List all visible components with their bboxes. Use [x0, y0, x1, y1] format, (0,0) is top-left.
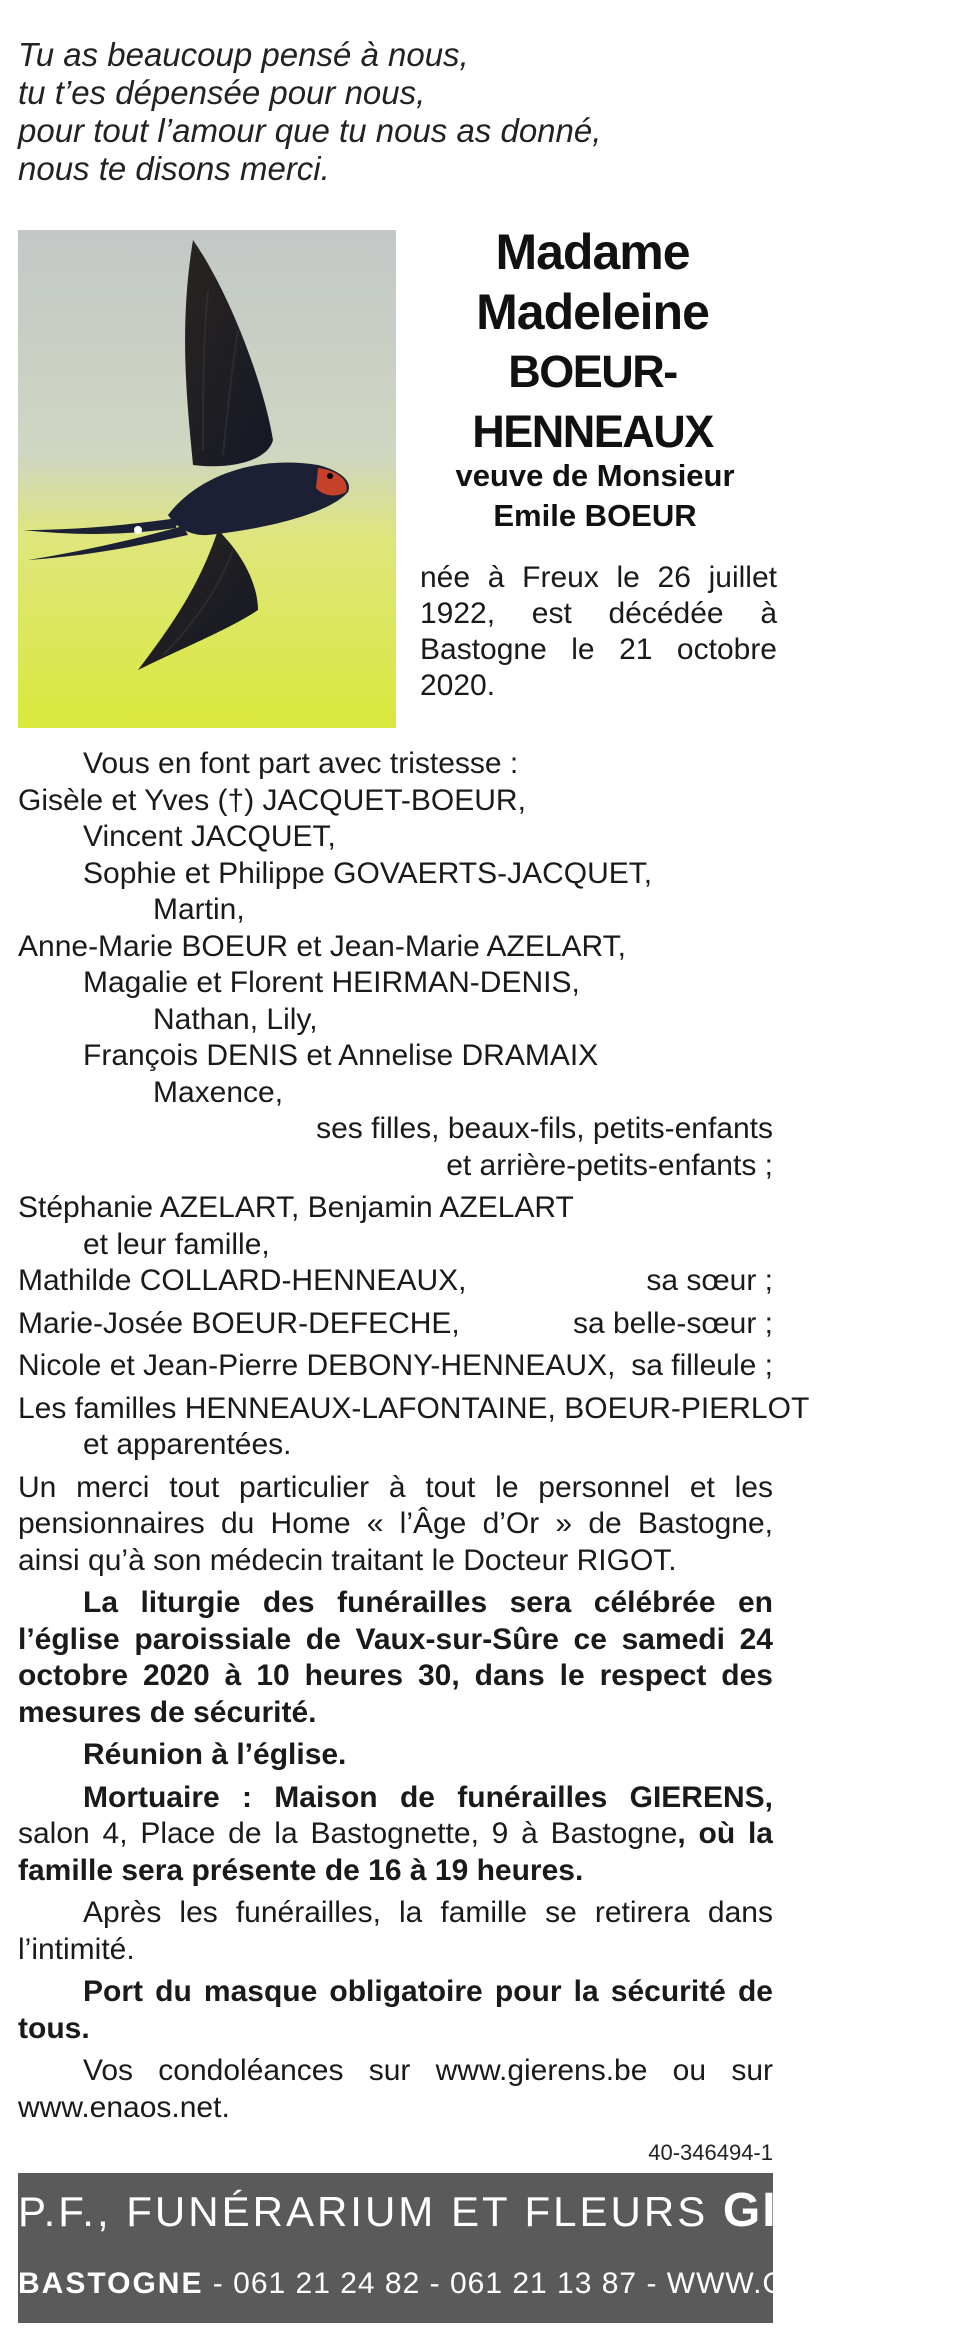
family-line: Gisèle et Yves (†) JACQUET-BOEUR,	[18, 783, 526, 817]
families-line: et apparentées.	[83, 1428, 292, 1461]
mask-paragraph: Port du masque obligatoire pour la sécurité de tous.	[18, 1975, 773, 2045]
family-line: Nathan, Lily,	[153, 1002, 318, 1036]
funeral-home-banner	[18, 2173, 956, 2323]
widow-line: veuve de Monsieur	[455, 458, 735, 493]
name-surname: BOEUR-HENNEAUX	[472, 346, 713, 457]
family-line: Martin,	[153, 893, 245, 926]
children-summary: et arrière-petits-enfants ;	[446, 1148, 773, 1182]
name-title: Madame	[495, 224, 690, 280]
thanks-paragraph: Un merci tout particulier à tout le personnel et les pensionnaires du Home « l’Âge d’Or » de Bastogne, ainsi qu’à son médecin traitant le Docteur RIGOT.	[18, 1470, 773, 1577]
poem	[18, 36, 738, 188]
banner-line-1	[18, 2183, 953, 2238]
family-line: Anne-Marie BOEUR et Jean-Marie AZELART,	[18, 929, 627, 963]
after-paragraph: Après les funérailles, la famille se retirera dans l’intimité.	[18, 1896, 773, 1966]
swallow-image	[18, 230, 396, 728]
relation-label: sa filleule ;	[631, 1349, 773, 1382]
poem-line: pour tout l’amour que tu nous as donné,	[18, 112, 602, 149]
widow-of	[420, 456, 770, 536]
banner-prefix: P.F., FUNÉRARIUM ET FLEURS	[18, 2188, 709, 2235]
family-announcement	[18, 746, 810, 2126]
families-line: Les familles HENNEAUX-LAFONTAINE, BOEUR-PIERLOT	[18, 1391, 810, 1425]
relation-label: sa sœur ;	[646, 1264, 773, 1297]
relation-name: Nicole et Jean-Pierre DEBONY-HENNEAUX,	[18, 1349, 616, 1382]
deceased-name	[410, 222, 775, 462]
mortuary-address: salon 4, Place de la Bastognette, 9 à Bastogne	[18, 1817, 678, 1850]
relation-name: Marie-Josée BOEUR-DEFECHE,	[18, 1306, 460, 1340]
announcement-intro: Vous en font part avec tristesse :	[83, 747, 519, 780]
banner-line-2	[18, 2267, 956, 2301]
widow-line: Emile BOEUR	[493, 498, 697, 533]
banner-brand: GIERENS	[722, 2184, 953, 2237]
relation-name: Mathilde COLLARD-HENNEAUX,	[18, 1264, 467, 1297]
poem-line: tu t’es dépensée pour nous,	[18, 74, 426, 111]
family-line: Magalie et Florent HEIRMAN-DENIS,	[83, 966, 580, 999]
other-family-line: Stéphanie AZELART, Benjamin AZELART	[18, 1191, 574, 1224]
poem-line: Tu as beaucoup pensé à nous,	[18, 36, 469, 73]
relation-row	[18, 1263, 773, 1300]
reference-number: 40-346494-1	[648, 2140, 773, 2165]
swallow-photo	[18, 230, 396, 728]
birth-death-text: née à Freux le 26 juillet 1922, est décédée à Bastogne le 21 octobre 2020.	[420, 561, 777, 702]
poem-line: nous te disons merci.	[18, 150, 330, 187]
liturgy-paragraph: La liturgie des funérailles sera célébrée en l’église paroissiale de Vaux-sur-Sûre ce samedi 24 octobre 2020 à 10 heures 30, dans le respect des mesures de sécurité.	[18, 1586, 773, 1729]
relation-label: sa belle-sœur ;	[572, 1306, 773, 1340]
family-line: Sophie et Philippe GOVAERTS-JACQUET,	[83, 856, 653, 890]
mortuary-label: Mortuaire : Maison de funérailles GIERENS,	[83, 1780, 773, 1814]
family-line: François DENIS et Annelise DRAMAIX	[83, 1039, 599, 1072]
name-first: Madeleine	[476, 284, 709, 340]
banner-contacts: - 061 21 24 82 - 061 21 13 87 - WWW.GIERENS.BE	[203, 2267, 956, 2300]
children-summary: ses filles, beaux-fils, petits-enfants	[316, 1112, 773, 1145]
family-line: Maxence,	[153, 1075, 284, 1109]
mortuary-paragraph	[18, 1780, 773, 1890]
banner-city: BASTOGNE	[18, 2267, 204, 2300]
mortuary-hours: , où la famille sera présente de 16 à 19 heures.	[18, 1817, 773, 1887]
meeting-paragraph: Réunion à l’église.	[83, 1738, 347, 1771]
other-family-line: et leur famille,	[83, 1227, 270, 1261]
condolences-paragraph: Vos condoléances sur www.gierens.be ou sur www.enaos.net.	[18, 2054, 773, 2124]
family-line: Vincent JACQUET,	[83, 820, 336, 853]
relation-row	[18, 1348, 773, 1385]
relation-row	[18, 1306, 773, 1343]
